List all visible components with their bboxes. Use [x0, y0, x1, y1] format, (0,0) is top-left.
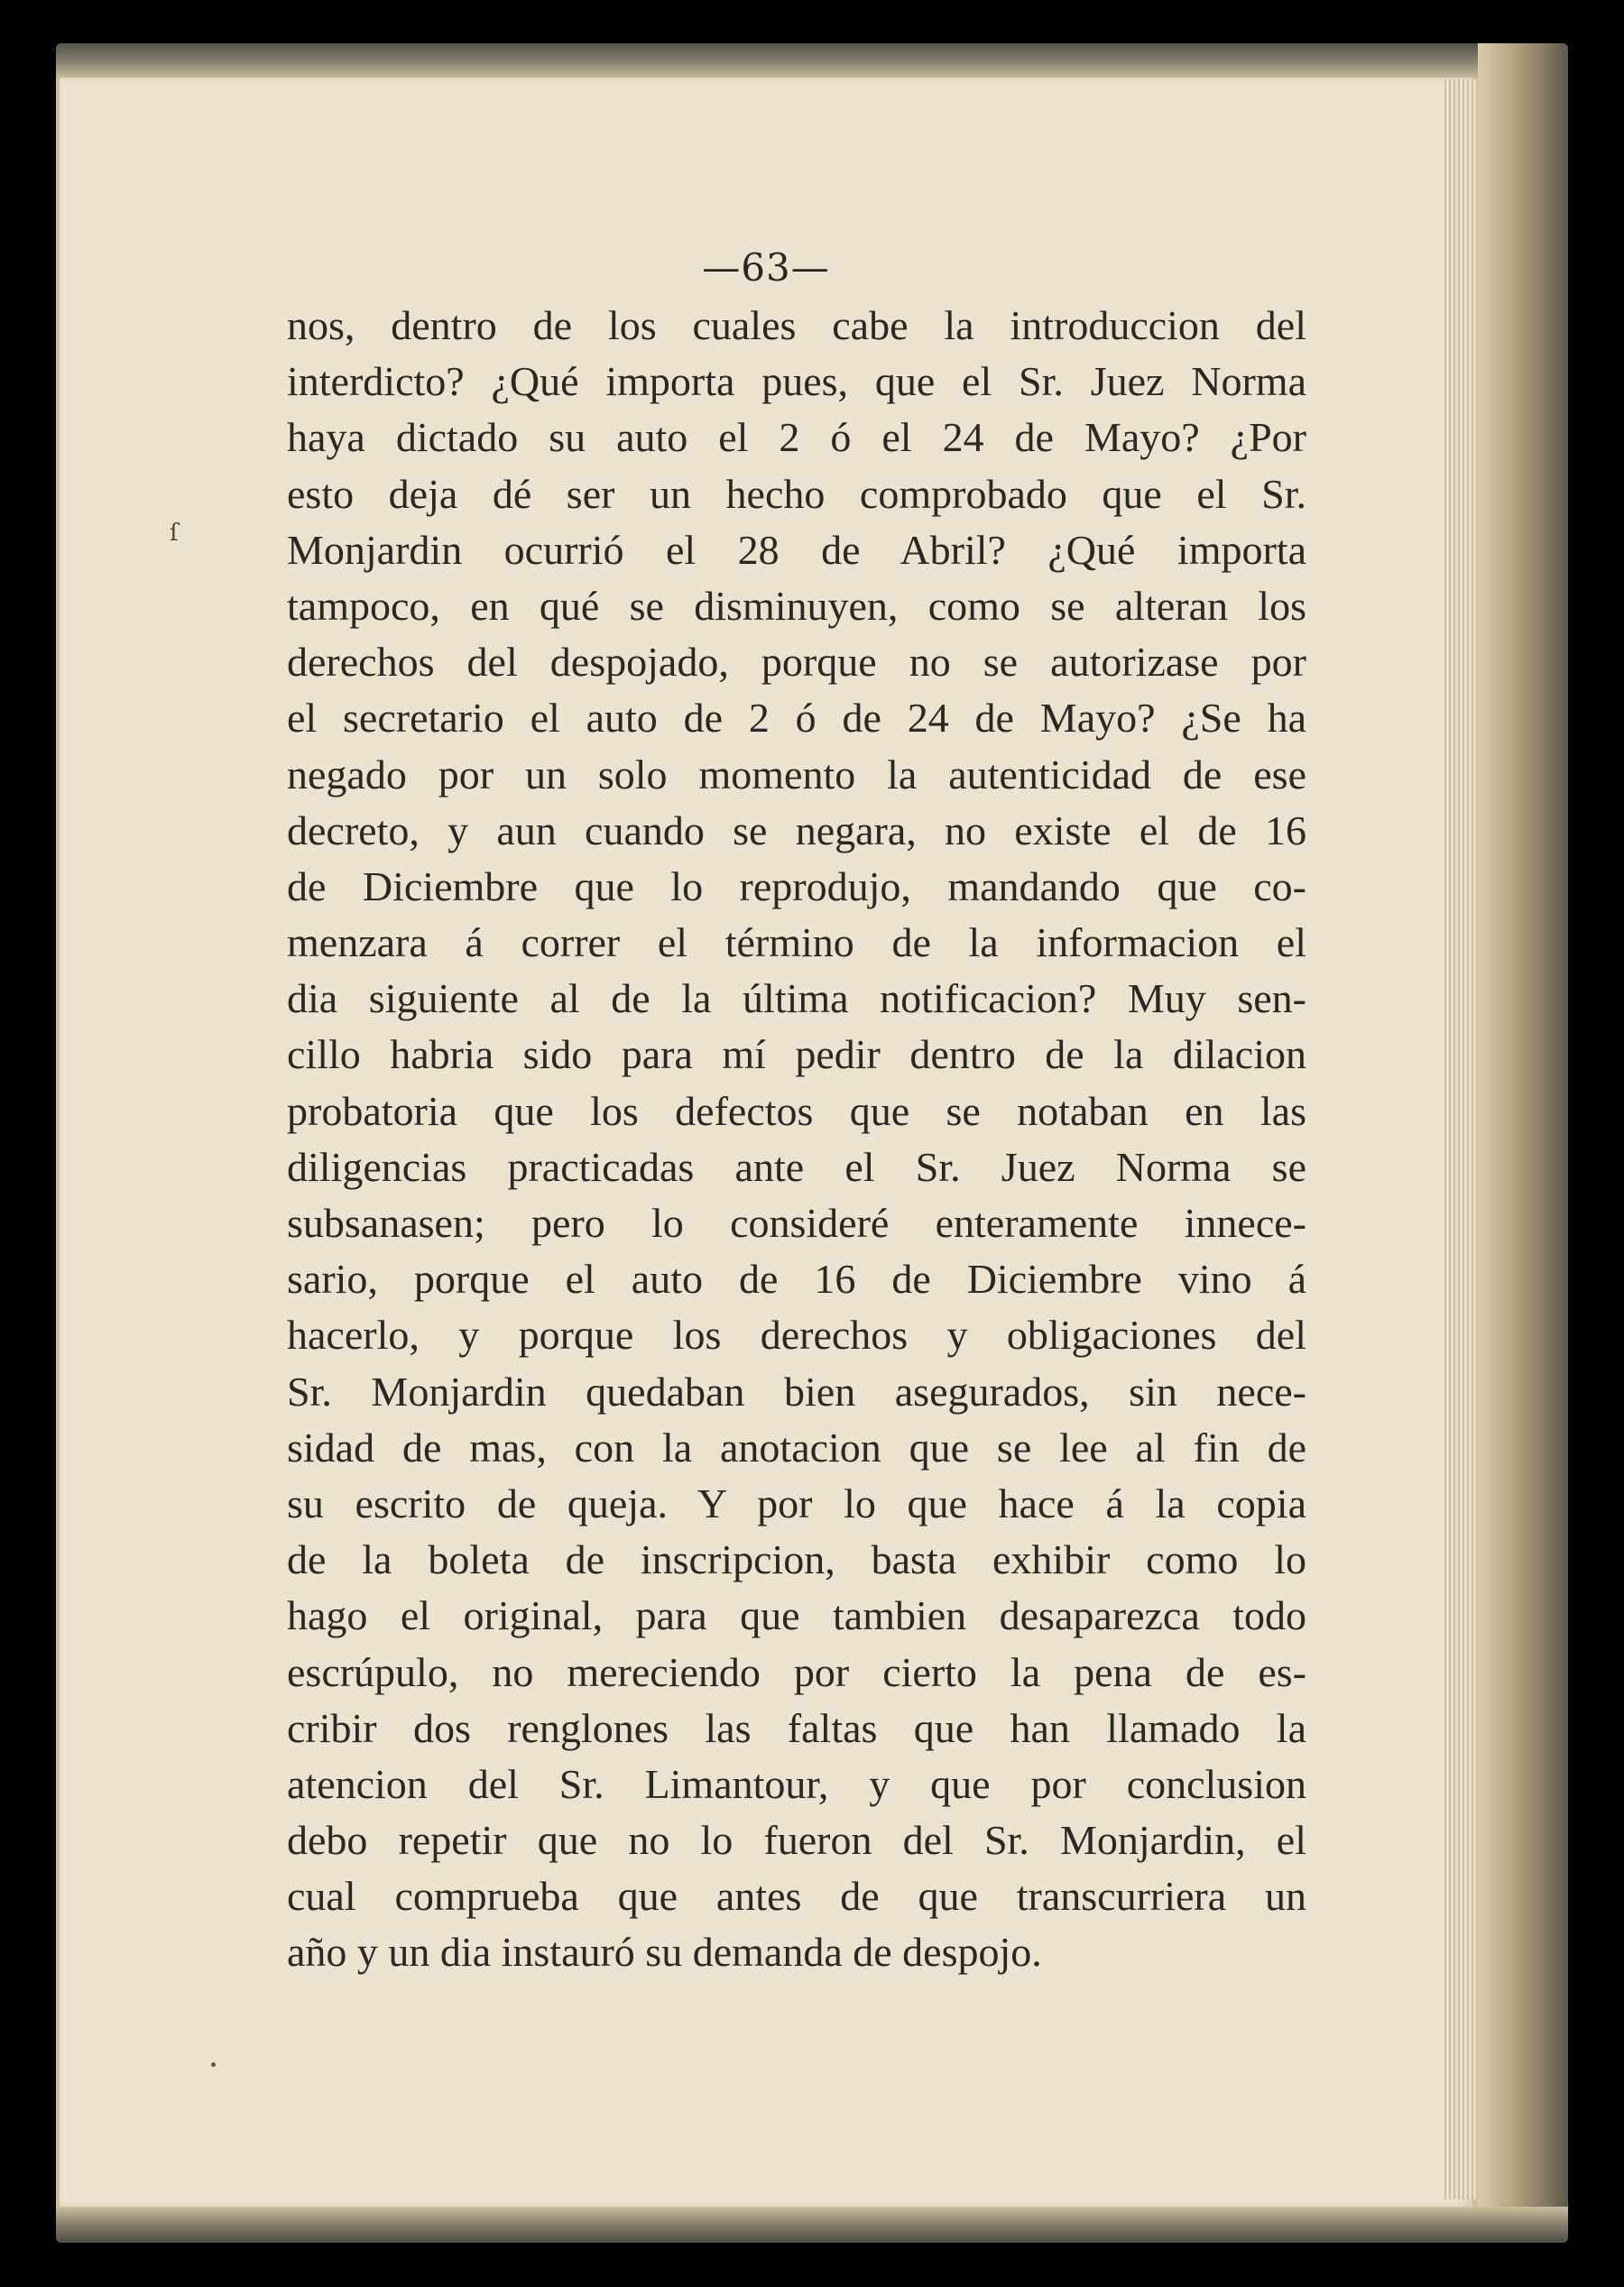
text-line: cillo habria sido para mí pedir dentro de la dilacion: [287, 1031, 1306, 1078]
top-cover-strip: [56, 43, 1568, 79]
text-line: el secretario el auto de 2 ó de 24 de Mayo? ¿Se ha: [287, 695, 1306, 742]
text-line: interdicto? ¿Qué importa pues, que el Sr. Juez Norma: [287, 358, 1306, 405]
page-number: —63—: [702, 245, 830, 290]
text-line: esto deja dé ser un hecho comprobado que el Sr.: [287, 470, 1306, 517]
text-line: sario, porque el auto de 16 de Diciembre vino á: [287, 1256, 1306, 1303]
text-line: menzara á correr el término de la informacion el: [287, 919, 1306, 966]
text-line: de Diciembre que lo reprodujo, mandando que co-: [287, 862, 1306, 909]
text-line: escrúpulo, no mereciendo por cierto la pena de es-: [287, 1648, 1306, 1695]
text-line: negado por un solo momento la autenticidad de ese: [287, 751, 1306, 798]
book: [56, 43, 1568, 2243]
ink-spot: [211, 2062, 216, 2067]
text-line: de la boleta de inscripcion, basta exhibir como lo: [287, 1536, 1306, 1583]
printed-page: [60, 78, 1472, 2207]
text-line: año y un dia instauró su demanda de despojo.: [287, 1929, 1042, 1976]
text-line: nos, dentro de los cuales cabe la introduccion del: [287, 302, 1306, 348]
text-line: Monjardin ocurrió el 28 de Abril? ¿Qué importa: [287, 526, 1306, 573]
text-line: debo repetir que no lo fueron del Sr. Monjardin, el: [287, 1817, 1306, 1864]
text-line: derechos del despojado, porque no se autorizase por: [287, 639, 1306, 686]
text-line: atencion del Sr. Limantour, y que por conclusion: [287, 1760, 1306, 1807]
text-line: diligencias practicadas ante el Sr. Juez Norma se: [287, 1143, 1306, 1190]
cover-edge: [1478, 43, 1568, 2243]
text-line: subsanasen; pero lo consideré enteramente innece-: [287, 1200, 1306, 1246]
text-line: Sr. Monjardin quedaban bien asegurados, sin nece-: [287, 1368, 1306, 1415]
text-line: su escrito de queja. Y por lo que hace á la copia: [287, 1480, 1306, 1526]
page-edges: [1442, 79, 1478, 2199]
body-text: [287, 298, 1306, 1981]
text-line: cual comprueba que antes de que transcurriera un: [287, 1873, 1306, 1920]
text-line: probatoria que los defectos que se notaban en las: [287, 1087, 1306, 1134]
text-line: dia siguiente al de la última notificacion? Muy sen-: [287, 975, 1306, 1022]
bottom-cover-strip: [56, 2207, 1568, 2243]
text-line: haya dictado su auto el 2 ó el 24 de Mayo? ¿Por: [287, 414, 1306, 461]
text-line: cribir dos renglones las faltas que han llamado la: [287, 1704, 1306, 1751]
text-line: decreto, y aun cuando se negara, no existe el de 16: [287, 807, 1306, 853]
text-line: hacerlo, y porque los derechos y obligaciones del: [287, 1312, 1306, 1359]
margin-mark: ſ: [170, 520, 179, 547]
text-line: sidad de mas, con la anotacion que se lee al fin de: [287, 1424, 1306, 1471]
text-line: tampoco, en qué se disminuyen, como se alteran los: [287, 582, 1306, 629]
text-line: hago el original, para que tambien desaparezca todo: [287, 1592, 1306, 1639]
